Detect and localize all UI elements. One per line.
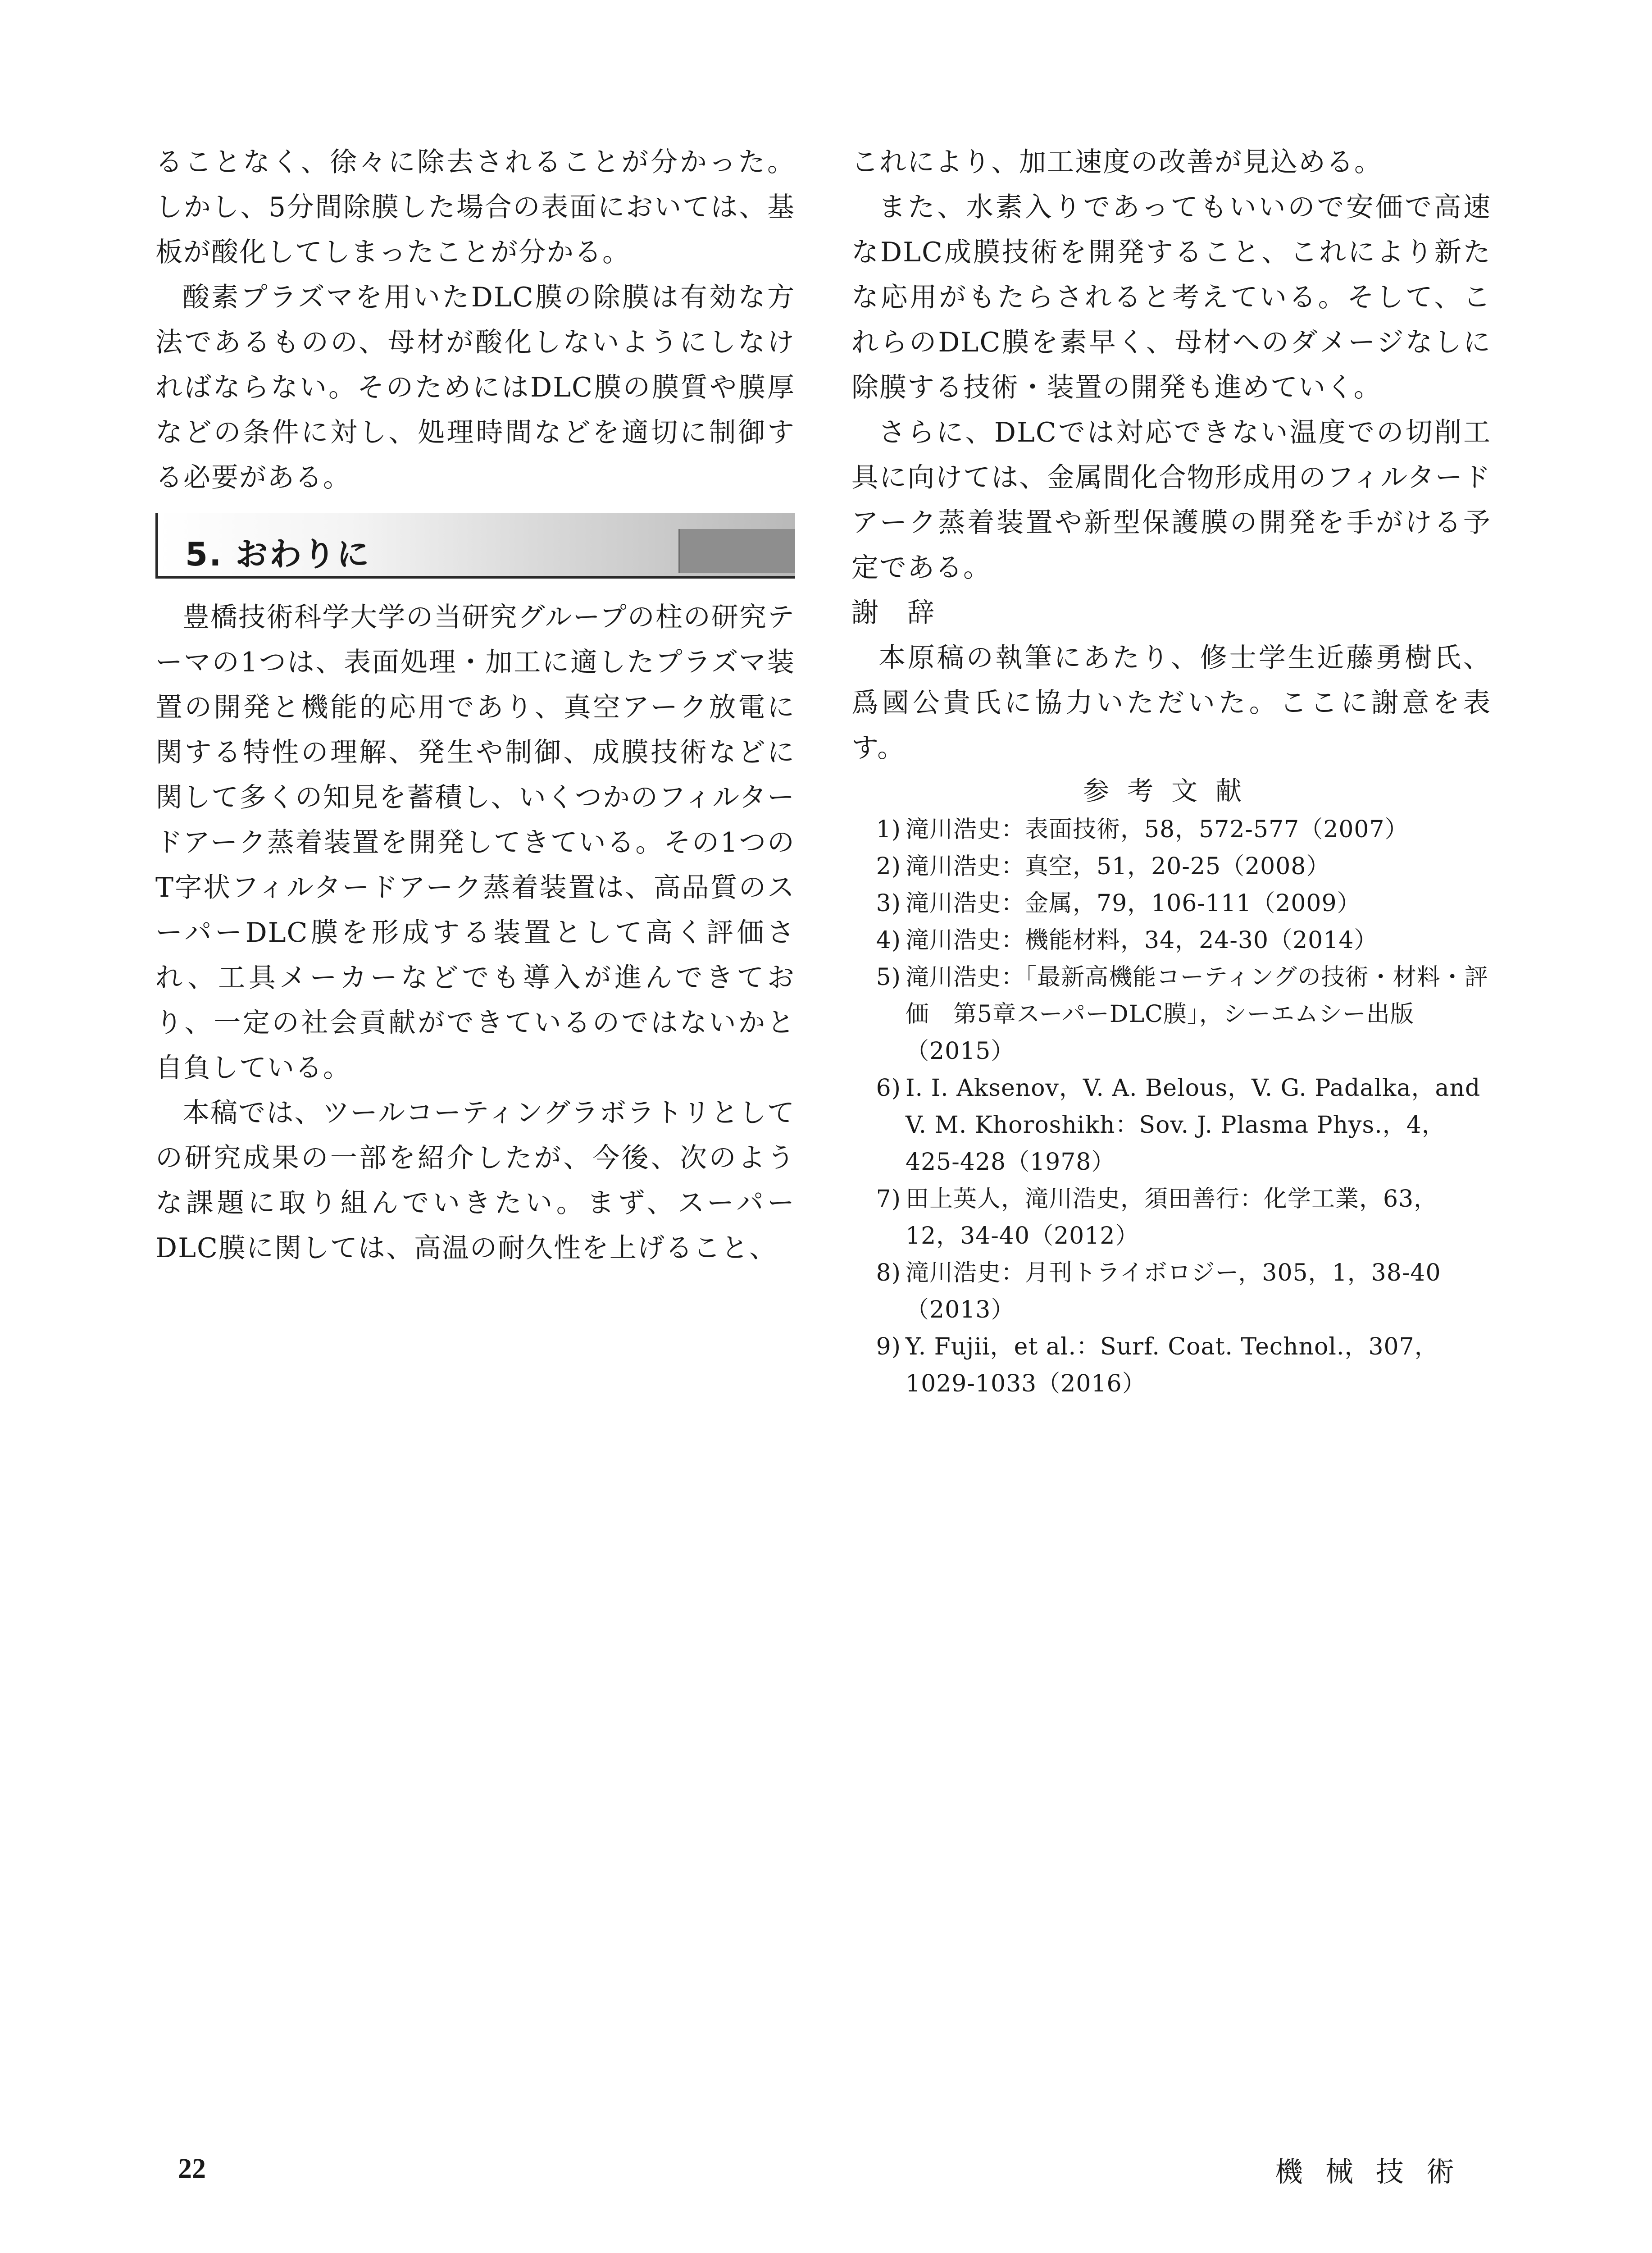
references-title: 参考文献 (1083, 775, 1260, 806)
reference-number: 6) (876, 1075, 901, 1102)
reference-number: 3) (876, 890, 901, 917)
reference-item (851, 811, 1491, 848)
section-heading-text: 5. おわりに (185, 535, 371, 573)
reference-text: 滝川浩史：表面技術，58，572-577（2007） (906, 816, 1409, 843)
left-paragraph-3: 豊橋技術科学大学の当研究グループの柱の研究テーマの1つは、表面処理・加工に適したプラズマ装置の開発と機能的応用であり、真空アーク放電に関する特性の理解、発生や制御、成膜技術などに関して多くの知見を蓄積し、いくつかのフィルタードアーク蒸着装置を開発してきている。その1つのT字状フィルタードアーク蒸着装置は、高品質のスーパーDLC膜を形成する装置として高く評価され、工具メーカーなどでも導入が進んできており、一定の社会貢献ができているのではないかと自負している。 (155, 602, 795, 1084)
reference-text: 滝川浩史：金属，79，106-111（2009） (906, 890, 1361, 917)
right-paragraph-3: さらに、DLCでは対応できない温度での切削工具に向けては、金属間化合物形成用のフィルタードアーク蒸着装置や新型保護膜の開発を手がける予定である。 (851, 417, 1491, 584)
reference-number: 2) (876, 853, 901, 880)
journal-name: 機械技術 (1275, 2155, 1477, 2188)
reference-item (851, 959, 1491, 1070)
right-column (851, 140, 1491, 1402)
reference-number: 9) (876, 1333, 901, 1360)
acknowledgement-text: 本原稿の執筆にあたり、修士学生近藤勇樹氏、爲國公貴氏に協力いただいた。ここに謝意を表す。 (851, 642, 1491, 764)
reference-number: 5) (876, 964, 901, 991)
reference-item (851, 885, 1491, 922)
reference-text: I. I. Aksenov，V. A. Belous，V. G. Padalka，and V. M. Khoroshikh：Sov. J. Plasma Phys.，4，425-428（1978） (906, 1075, 1481, 1176)
reference-text: 滝川浩史：機能材料，34，24-30（2014） (906, 927, 1378, 954)
references-list (851, 811, 1491, 1402)
reference-text: Y. Fujii，et al.：Surf. Coat. Technol.，307，1029-1033（2016） (906, 1333, 1438, 1397)
reference-item (851, 848, 1491, 885)
reference-number: 8) (876, 1259, 901, 1286)
section-heading-conclusion (155, 513, 795, 579)
reference-number: 4) (876, 927, 901, 954)
reference-item (851, 1181, 1491, 1254)
reference-text: 田上英人，滝川浩史，須田善行：化学工業，63，12，34-40（2012） (906, 1186, 1438, 1250)
reference-item (851, 1254, 1491, 1328)
right-paragraph-1: これにより、加工速度の改善が見込める。 (851, 146, 1382, 178)
page-number: 22 (178, 2153, 206, 2184)
reference-text: 滝川浩史：「最新高機能コーティングの技術・材料・評価 第5章スーパーDLC膜」，シーエムシー出版（2015） (906, 964, 1488, 1065)
left-column (155, 140, 795, 1271)
reference-item (851, 922, 1491, 959)
section-heading-bar (678, 529, 795, 573)
left-paragraph-1: ることなく、徐々に除去されることが分かった。しかし、5分間除膜した場合の表面においては、基板が酸化してしまったことが分かる。 (155, 146, 795, 268)
acknowledgement-heading: 謝 辞 (851, 597, 935, 629)
right-paragraph-2: また、水素入りであってもいいので安価で高速なDLC成膜技術を開発すること、これにより新たな応用がもたらされると考えている。そして、これらのDLC膜を素早く、母材へのダメージなしに除膜する技術・装置の開発も進めていく。 (851, 192, 1491, 403)
reference-number: 7) (876, 1186, 901, 1213)
left-paragraph-4: 本稿では、ツールコーティングラボラトリとしての研究成果の一部を紹介したが、今後、次のような課題に取り組んでいきたい。まず、スーパーDLC膜に関しては、高温の耐久性を上げること、 (155, 1097, 795, 1264)
reference-text: 滝川浩史：真空，51，20-25（2008） (906, 853, 1330, 880)
reference-text: 滝川浩史：月刊トライボロジー，305，1，38-40（2013） (906, 1259, 1441, 1323)
reference-item (851, 1328, 1491, 1402)
left-paragraph-2: 酸素プラズマを用いたDLC膜の除膜は有効な方法であるものの、母材が酸化しないようにしなければならない。そのためにはDLC膜の膜質や膜厚などの条件に対し、処理時間などを適切に制御する必要がある。 (155, 282, 795, 493)
reference-item (851, 1070, 1491, 1181)
reference-number: 1) (876, 816, 901, 843)
